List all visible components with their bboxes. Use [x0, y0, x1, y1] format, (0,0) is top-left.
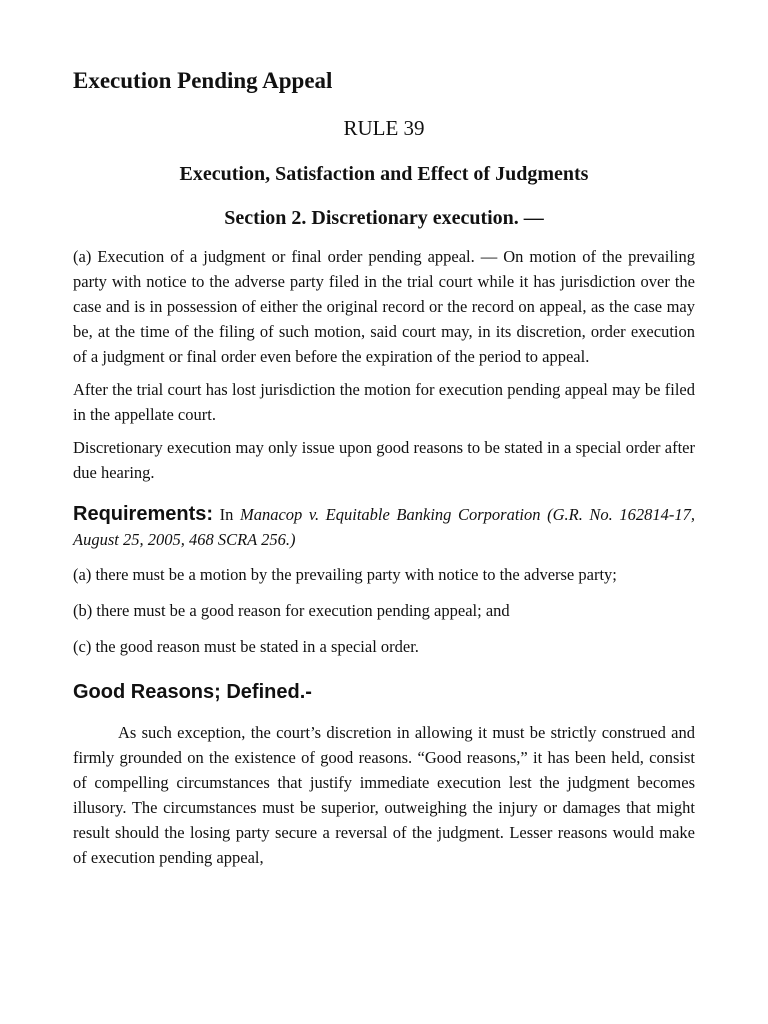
requirement-item: (a) there must be a motion by the prevailing party with notice to the adverse party;: [73, 565, 617, 584]
requirement-item: (b) there must be a good reason for execution pending appeal; and: [73, 601, 510, 620]
paragraph-execution-pending-appeal: (a) Execution of a judgment or final order pending appeal. — On motion of the prevailing party with notice to the adverse party filed in the trial court while it has jurisdiction over the case and is in possession of either the original record or the record on appeal, as the case may be, at the time of the filing of such motion, said court may, in its discretion, order execution of a judgment or final order even before the expiration of the period to appeal.: [73, 247, 695, 366]
document-title: Execution Pending Appeal: [73, 68, 333, 93]
requirements-intro: In: [219, 505, 234, 524]
paragraph-appellate-court: After the trial court has lost jurisdiction the motion for execution pending appeal may be filed in the appellate court.: [73, 380, 695, 424]
requirements-citation: Manacop v. Equitable Banking Corporation (G.R. No. 162814-17, August 25, 2005, 468 SCRA 256.): [73, 505, 696, 549]
good-reasons-heading: Good Reasons; Defined.-: [73, 681, 312, 703]
rule-subtitle: Execution, Satisfaction and Effect of Judgments: [179, 163, 589, 185]
requirement-item: (c) the good reason must be stated in a special order.: [73, 637, 419, 656]
document-page: [73, 66, 695, 870]
section-heading: Section 2. Discretionary execution. —: [224, 207, 544, 229]
requirements-block: [73, 502, 695, 552]
paragraph-discretionary-execution: Discretionary execution may only issue upon good reasons to be stated in a special order after due hearing.: [73, 438, 695, 482]
rule-heading: RULE 39: [343, 116, 425, 140]
good-reasons-body: As such exception, the court’s discretion in allowing it must be strictly construed and firmly grounded on the existence of good reasons. “Good reasons,” it has been held, consist of compelling circumstances that justify immediate execution lest the judgment becomes illusory. The circumstances must be superior, outweighing the injury or damages that might result should the losing party secure a reversal of the judgment. Lesser reasons would make of execution pending appeal,: [73, 723, 695, 867]
requirements-label: Requirements:: [73, 503, 214, 525]
